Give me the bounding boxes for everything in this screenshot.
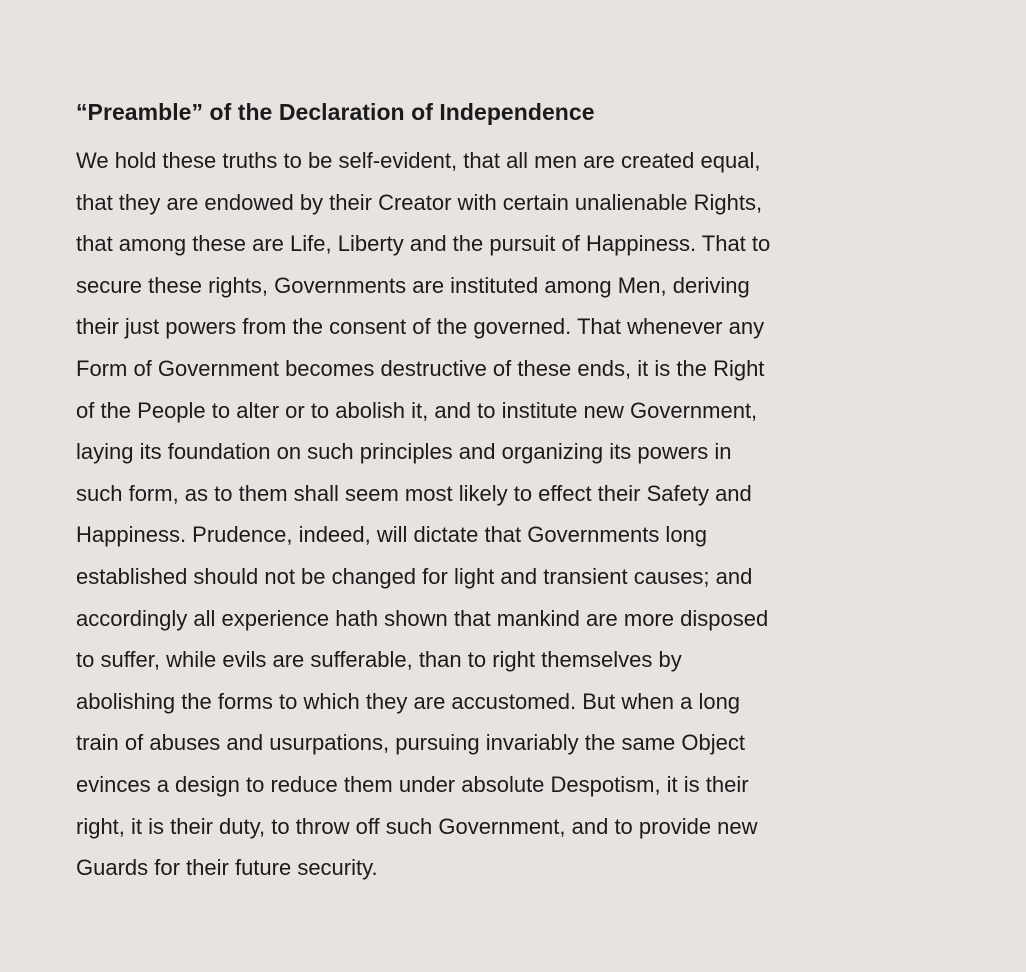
paragraph-line: Guards for their future security. xyxy=(76,855,378,881)
paragraph-line: that among these are Life, Liberty and the pursuit of Happiness. That to xyxy=(76,231,771,257)
paragraph-line: evinces a design to reduce them under absolute Despotism, it is their xyxy=(76,771,749,797)
paragraph-line: abolishing the forms to which they are accustomed. But when a long xyxy=(76,688,741,714)
paragraph-line: train of abuses and usurpations, pursuing invariably the same Object xyxy=(76,730,745,756)
paragraph-line: established should not be changed for light and transient causes; and xyxy=(76,563,753,589)
document xyxy=(76,96,976,889)
paragraph-line: to suffer, while evils are sufferable, than to right themselves by xyxy=(76,647,682,673)
paragraph-line: their just powers from the consent of the governed. That whenever any xyxy=(76,314,765,340)
document-title: “Preamble” of the Declaration of Independence xyxy=(76,99,595,125)
paragraph-line: accordingly all experience hath shown that mankind are more disposed xyxy=(76,605,769,631)
paragraph-line: secure these rights, Governments are instituted among Men, deriving xyxy=(76,272,750,298)
paragraph-line: that they are endowed by their Creator with certain unalienable Rights, xyxy=(76,189,763,215)
paragraph-line: laying its foundation on such principles and organizing its powers in xyxy=(76,439,732,465)
paragraph-line: right, it is their duty, to throw off such Government, and to provide new xyxy=(76,813,758,839)
paragraph-line: We hold these truths to be self-evident, that all men are created equal, xyxy=(76,148,761,173)
paragraph-line: Happiness. Prudence, indeed, will dictate that Governments long xyxy=(76,522,708,548)
paragraph-line: of the People to alter or to abolish it, and to institute new Government, xyxy=(76,397,758,423)
paragraph-line: such form, as to them shall seem most likely to effect their Safety and xyxy=(76,480,752,506)
preamble-paragraph xyxy=(76,140,976,889)
paragraph-line: Form of Government becomes destructive of these ends, it is the Right xyxy=(76,355,765,381)
